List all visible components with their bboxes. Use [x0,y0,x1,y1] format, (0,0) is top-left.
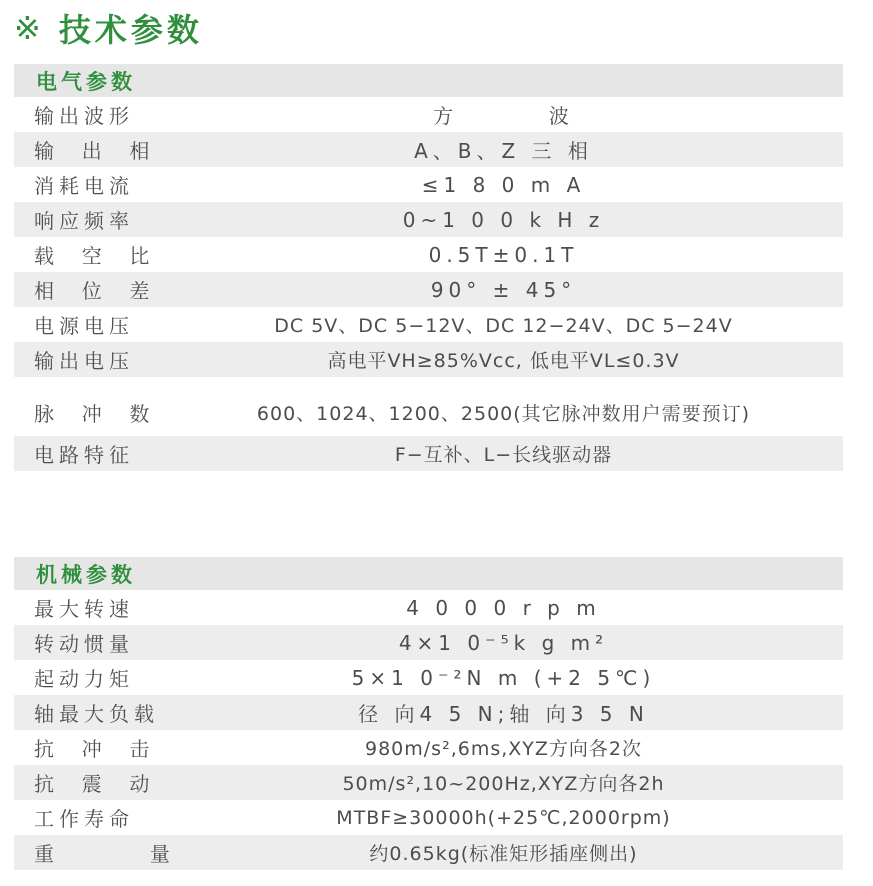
row-value: 0~1 0 0 k H z [402,207,605,232]
row-label: 输 出 相 [34,139,155,163]
row-value: MTBF≥30000h(+25℃,2000rpm) [336,806,671,829]
table-row [14,590,843,625]
row-label: 电源电压 [34,314,134,338]
table-row [14,765,843,800]
table-row [14,202,843,237]
row-value: 90° ± 45° [430,277,577,302]
table-row [14,132,843,167]
row-label: 转动惯量 [34,632,134,656]
table-row [14,800,843,835]
row-label: 最大转速 [34,597,134,621]
row-label: 响应频率 [34,209,134,233]
row-label: 工作寿命 [34,807,134,831]
row-value: ≤1 8 0 m A [421,172,586,197]
reference-mark-icon: ※ [14,9,45,47]
row-value: F−互补、L−长线驱动器 [394,444,613,466]
electrical-section [14,64,843,471]
row-label: 抗 冲 击 [34,737,155,761]
row-value: 50m/s²,10~200Hz,XYZ方向各2h [342,773,665,795]
row-label: 轴最大负载 [34,702,159,726]
table-row [14,625,843,660]
table-row [14,97,843,132]
table-row [14,835,843,870]
table-row [14,388,843,436]
row-label: 载 空 比 [34,244,155,268]
row-value: 约0.65kg(标准矩形插座侧出) [369,843,638,865]
table-row [14,730,843,765]
row-value: 600、1024、1200、2500(其它脉冲数用户需要预订) [256,402,751,425]
row-value: 方 波 [433,104,574,128]
row-label: 消耗电流 [34,174,134,198]
table-row [14,307,843,342]
table-row [14,660,843,695]
row-value: 高电平VH≥85%Vcc, 低电平VL≤0.3V [327,350,680,372]
row-label: 输出波形 [34,104,134,128]
row-value: 4×1 0⁻⁵k g m² [398,630,609,655]
row-label: 输出电压 [34,349,134,373]
table-row [14,436,843,471]
mechanical-heading: 机械参数 [14,557,843,590]
row-label: 相 位 差 [34,279,155,303]
page-title [14,6,203,50]
row-label: 电路特征 [34,443,134,467]
row-label: 起动力矩 [34,667,134,691]
row-value: 径 向4 5 N;轴 向3 5 N [358,702,649,726]
page-title-text: 技术参数 [58,11,203,49]
row-value: 980m/s²,6ms,XYZ方向各2次 [365,738,642,760]
electrical-heading: 电气参数 [14,64,843,97]
row-value: 4 0 0 0 r p m [406,595,601,620]
table-row [14,237,843,272]
row-value: A、B、Z 三 相 [414,139,593,163]
table-row [14,167,843,202]
row-label: 抗 震 动 [34,772,155,796]
row-label: 重 量 [34,842,175,866]
row-value: 0.5T±0.1T [428,242,579,267]
row-value: 5×1 0⁻²N m (+2 5℃) [351,665,656,690]
table-row [14,342,843,377]
mechanical-section [14,557,843,870]
row-label: 脉 冲 数 [34,401,155,426]
table-row [14,695,843,730]
row-value: DC 5V、DC 5−12V、DC 12−24V、DC 5−24V [274,315,733,337]
table-row [14,272,843,307]
